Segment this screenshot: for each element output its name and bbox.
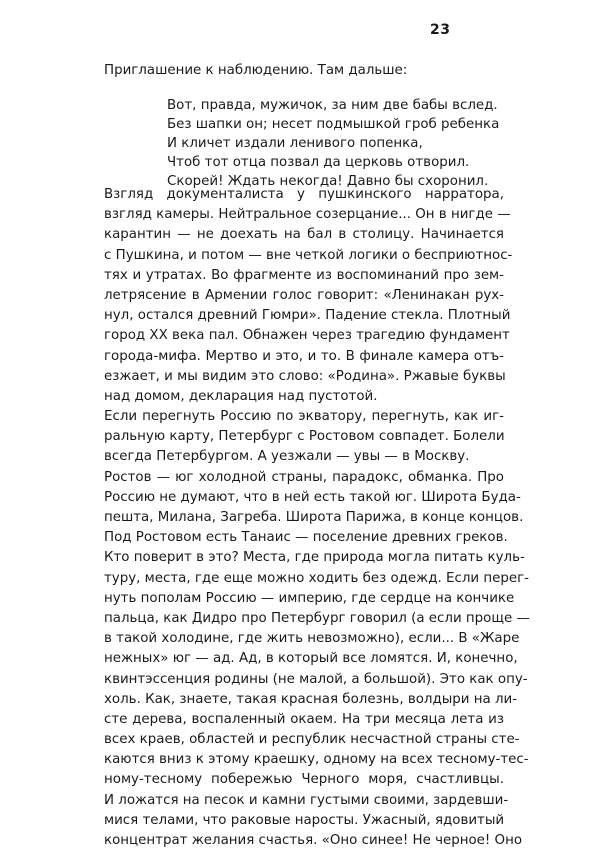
text-line: И ложатся на песок и камни густыми своими, зардевши-: [104, 792, 509, 808]
text-line: нежных» юг — ад. Ад, в который все ломятся. И, конечно,: [104, 651, 518, 667]
poem-line: Чтоб тот отца позвал да церковь отворил.: [167, 155, 470, 170]
text-line: с Пушкина, и потом — вне четкой логики о бесприютнос-: [104, 247, 513, 263]
text-line: в такой холодине, где жить невозможно), если... В «Жаре: [104, 631, 520, 647]
intro-line: Приглашение к наблюдению. Там дальше:: [104, 63, 408, 78]
text-line: туру, места, где еще можно ходить без одежд. Если перег-: [104, 570, 529, 586]
text-line: Россию не думают, что в ней есть такой юг. Широта Буда-: [104, 489, 521, 505]
text-line: квинтэссенция родины (не малой, а большой). Это как опу-: [104, 671, 528, 687]
text-line: Взгляд документалиста у пушкинского нарратора,: [104, 187, 504, 202]
text-line: Под Ростовом есть Танаис — поселение древних греков.: [104, 530, 508, 546]
text-line: тях и утратах. Во фрагменте из воспоминаний про зем-: [104, 267, 504, 283]
text-line: города-мифа. Мертво и это, и то. В финале камера отъ-: [104, 348, 504, 364]
text-line: пальца, как Дидро про Петербург говорил (а если проще —: [104, 610, 530, 626]
text-line: всегда Петербургом. А уезжали — увы — в Москву.: [104, 449, 470, 465]
text-line: ному-тесному побережью Черного моря, счастливцы.: [104, 772, 504, 788]
poem-line: Скорей! Ждать некогда! Давно бы схоронил.: [167, 174, 489, 189]
text-line: концентрат желания счастья. «Оно синее! Не черное! Оно: [104, 833, 523, 848]
text-line: всех краев, областей и республик несчастной страны сте-: [104, 732, 520, 748]
text-line: холь. Как, знаете, такая красная болезнь, волдыри на ли-: [104, 691, 518, 707]
text-line: летрясение в Армении голос говорит: «Ленинакан рух-: [104, 287, 504, 303]
text-line: нуть пополам Россию — империю, где сердце на кончике: [104, 590, 515, 606]
text-line: над домом, декларация над пустотой.: [104, 388, 378, 404]
text-line: Ростов — юг холодной страны, парадокс, обманка. Про: [104, 469, 504, 485]
text-line: пешта, Милана, Загреба. Широта Парижа, в конце концов.: [104, 510, 524, 525]
text-line: ральную карту, Петербург с Ростовом совпадет. Болели: [104, 429, 505, 445]
text-line: Если перегнуть Россию по экватору, перегнуть, как иг-: [104, 409, 504, 425]
text-line: карантин — не доехать на бал в столицу. Начинается: [104, 227, 504, 243]
text-line: езжает, и мы видим это слово: «Родина». Ржавые буквы: [104, 368, 506, 384]
page-number: 23: [430, 22, 451, 38]
text-line: город XX века пал. Обнажен через трагедию фундамент: [104, 328, 510, 344]
poem-line: Вот, правда, мужичок, за ним две бабы вслед.: [167, 98, 498, 113]
text-line: взгляд камеры. Нейтральное созерцание... Он в нигде —: [104, 207, 511, 223]
body-paragraphs: [104, 185, 530, 851]
text-line: Кто поверит в это? Места, где природа могла питать куль-: [104, 550, 525, 566]
text-line: сте дерева, воспаленный окаем. На три месяца лета из: [104, 711, 504, 727]
text-line: каются вниз к этому краешку, одному на всех тесному-тес-: [104, 752, 529, 768]
poem-line: И кличет издали ленивого попенка,: [167, 136, 423, 151]
text-line: нул, остался древний Гюмри». Падение стекла. Плотный: [104, 308, 511, 324]
poem-line: Без шапки он; несет подмышкой гроб ребенка: [167, 117, 500, 132]
poem-quote: [167, 96, 499, 191]
text-line: мися телами, что раковые наросты. Ужасный, ядовитый: [104, 812, 505, 828]
